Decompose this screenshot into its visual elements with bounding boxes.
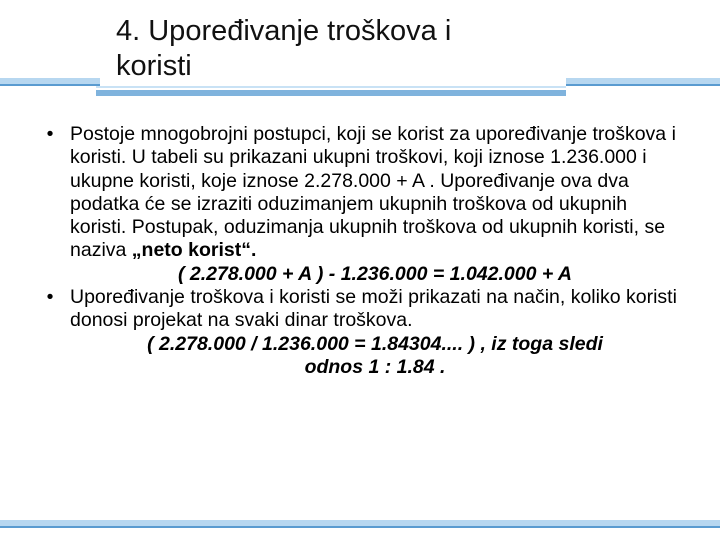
formula-net-benefit: ( 2.278.000 + A ) - 1.236.000 = 1.042.000 + A [177,262,573,285]
title-rule-left-accent [0,84,100,86]
bullet-bold-term: „neto korist“. [131,239,257,262]
title-rule-mid [96,90,566,96]
formula-ratio-line-1: ( 2.278.000 / 1.236.000 = 1.84304.... ) , iz toga sledi [147,332,603,355]
slide-title-line-2: koristi [116,50,192,82]
title-rule-right-accent [566,84,720,86]
bullet-marker: • [46,123,54,145]
bullet-text: Upoređivanje troškova i koristi se moži prikazati na način, koliko koristi donosi projekat na svaki dinar troškova. [70,286,677,332]
bullet-text: Postoje mnogobrojni postupci, koji se korist za upoređivanje troškova i koristi. U tabeli su prikazani ukupni troškovi, koji iznose 1.236.000 i ukupne koristi, koje iznose 2.278.000 + A . Upoređivanje ova dva podatka će se izraziti oduzimanjem ukupnih troškova od ukupnih koristi. Postupak, oduzimanja ukupnih troškova od ukupnih koristi, se naziva [70,123,676,262]
bullet-item-2 [40,286,680,333]
slide-title-line-1: 4. Upoređivanje troškova i [116,15,452,47]
title-rule-mid-accent [96,86,566,88]
bullet-item-1 [40,123,680,263]
slide-title [116,14,636,84]
formula-ratio-line-2: odnos 1 : 1.84 . [304,355,446,378]
footer-rule-accent [0,526,720,528]
slide-body [40,123,680,379]
bullet-marker: • [46,286,54,309]
